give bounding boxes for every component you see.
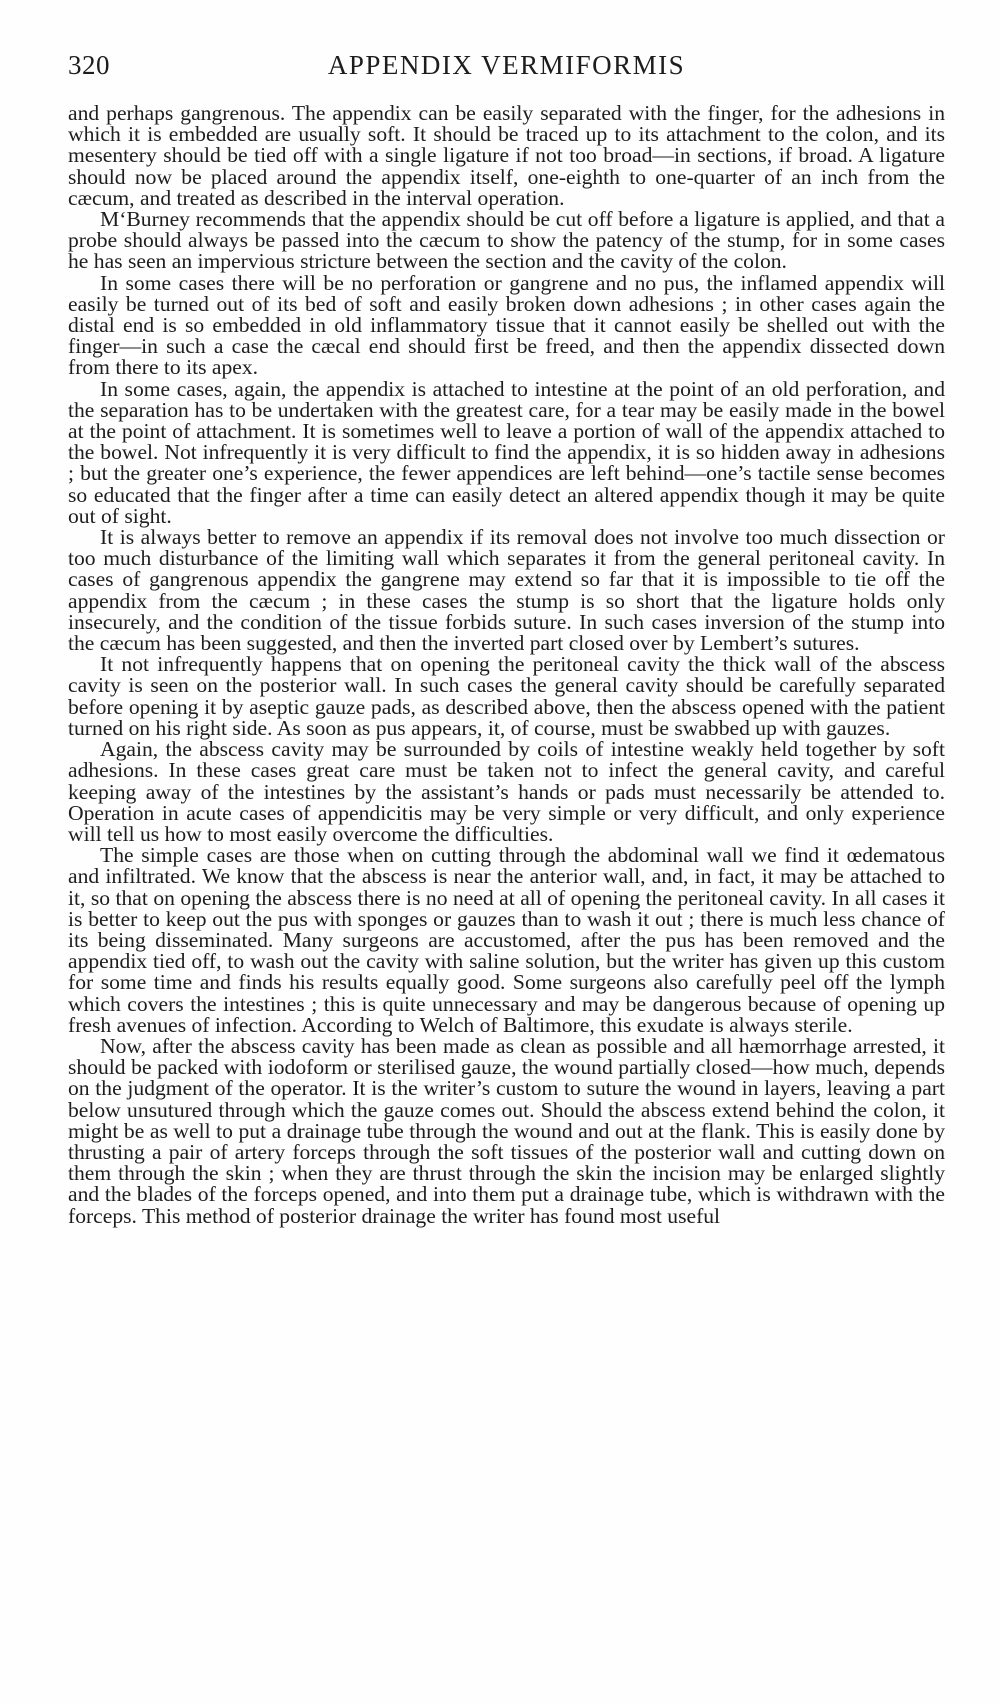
paragraph: In some cases there will be no perforation or gangrene and no pus, the inflamed appendix will easily be turned out of its bed of soft and easily broken down adhesions ; in other cases again the distal end is so embedded in old inflammatory tissue that it cannot easily be shelled out with the finger—in such a case the cæcal end should first be freed, and then the appendix dissected down from there to its apex.: [68, 270, 945, 380]
page-number: 320: [68, 50, 110, 80]
body-text: [68, 103, 945, 1227]
paragraph: In some cases, again, the appendix is attached to intestine at the point of an old perforation, and the separation has to be undertaken with the greatest care, for a tear may be easily made in the bowel at the point of attachment. It is sometimes well to leave a portion of wall of the appendix attached to the bowel. Not infrequently it is very difficult to find the appendix, it is so hidden away in adhesions ; but the greater one’s experience, the fewer appendices are left behind—one’s tactile sense becomes so educated that the finger after a time can easily detect an altered appendix though it may be quite out of sight.: [68, 376, 945, 528]
page-header: [68, 50, 945, 90]
paragraph: Again, the abscess cavity may be surrounded by coils of intestine weakly held together by soft adhesions. In these cases great care must be taken not to infect the general cavity, and careful keeping away of the intestines by the assistant’s hands or pads must necessarily be attended to. Operation in acute cases of appendicitis may be very simple or very difficult, and only experience will tell us how to most easily overcome the difficulties.: [68, 737, 945, 846]
paragraph-continued: and perhaps gangrenous. The appendix can be easily separated with the finger, for the adhesions in which it is embedded are usually soft. It should be traced up to its attachment to the colon, and its mesentery should be tied off with a single ligature if not too broad—in sections, if broad. A ligature should now be placed around the appendix itself, one-eighth to one-quarter of an inch from the cæcum, and treated as described in the interval operation.: [68, 101, 945, 210]
paragraph: M‘Burney recommends that the appendix should be cut off before a ligature is applied, and that a probe should always be passed into the cæcum to show the patency of the stump, for in some cases he has seen an impervious stricture between the section and the cavity of the colon.: [68, 207, 945, 274]
paragraph: It is always better to remove an appendix if its removal does not involve too much dissection or too much disturbance of the limiting wall which separates it from the general peritoneal cavity. In cases of gangrenous appendix the gangrene may extend so far that it is impossible to tie off the appendix from the cæcum ; in these cases the stump is so short that the ligature holds only insecurely, and the condition of the tissue forbids suture. In such cases inversion of the stump into the cæcum has been suggested, and then the inverted part closed over by Lembert’s sutures.: [68, 525, 945, 656]
paragraph: Now, after the abscess cavity has been made as clean as possible and all hæmorrhage arrested, it should be packed with iodoform or sterilised gauze, the wound partially closed—how much, depends on the judgment of the operator. It is the writer’s custom to suture the wound in layers, leaving a part below unsutured through which the gauze comes out. Should the abscess extend behind the colon, it might be as well to put a drainage tube through the wound and out at the flank. This is easily done by thrusting a pair of artery forceps through the soft tissues of the posterior wall and cutting down on them through the skin ; when they are thrust through the skin the incision may be enlarged slightly and the blades of the forceps opened, and into them put a drainage tube, which is withdrawn with the forceps. This method of posterior drainage the writer has found most useful: [68, 1033, 945, 1228]
running-head: APPENDIX VERMIFORMIS: [327, 50, 686, 80]
paragraph: The simple cases are those when on cutting through the abdominal wall we find it œdematous and infiltrated. We know that the abscess is near the anterior wall, and, in fact, it may be attached to it, so that on opening the abscess there is no need at all of opening the peritoneal cavity. In all cases it is better to keep out the pus with sponges or gauzes than to wash it out ; there is much less chance of its being disseminated. Many surgeons are accustomed, after the pus has been removed and the appendix tied off, to wash out the cavity with saline solution, but the writer has given up this custom for some time and finds his results equally good. Some surgeons also carefully peel off the lymph which covers the intestines ; this is quite unnecessary and may be dangerous because of opening up fresh avenues of infection. According to Welch of Baltimore, this exudate is always sterile.: [68, 843, 945, 1037]
paragraph: It not infrequently happens that on opening the peritoneal cavity the thick wall of the abscess cavity is seen on the posterior wall. In such cases the general cavity should be carefully separated before opening it by aseptic gauze pads, as described above, then the abscess opened with the patient turned on his right side. As soon as pus appears, it, of course, must be swabbed up with gauzes.: [68, 652, 945, 740]
